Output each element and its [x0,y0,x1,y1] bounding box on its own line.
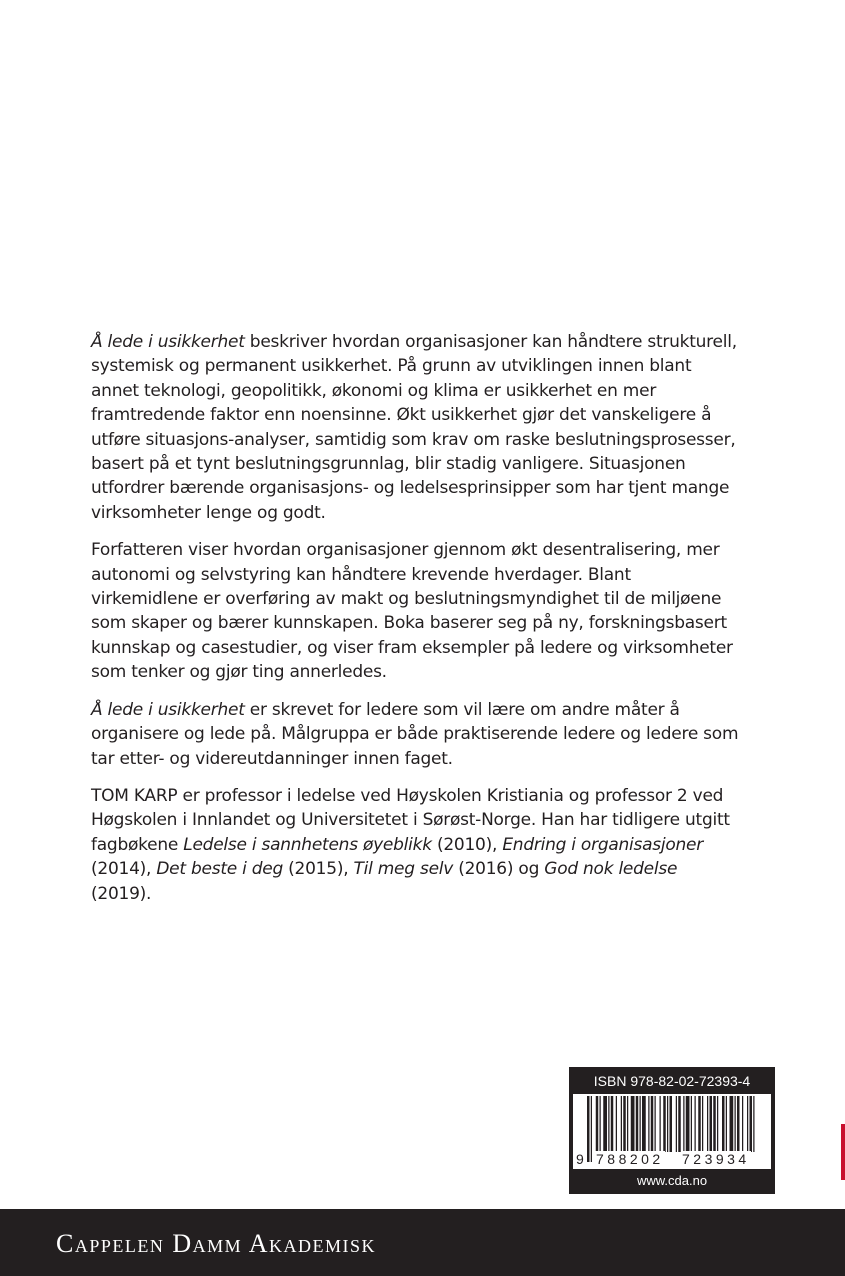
barcode-bar [691,1096,692,1152]
publisher-logo-text: Cappelen Damm Akademisk [56,1229,376,1258]
publisher-band [0,1209,845,1276]
barcode-bar [623,1096,626,1152]
back-cover-blurb [91,330,741,919]
book-title: Å lede i usikkerhet [91,699,245,720]
barcode-digits [573,1151,771,1169]
book-title: Å lede i usikkerhet [91,332,245,352]
barcode-bar [742,1096,743,1152]
barcode-bar [655,1096,656,1152]
previous-book-title: Det beste i deg [156,859,284,880]
barcode-panel [573,1094,771,1169]
isbn-barcode-block [569,1067,775,1194]
barcode-bar [616,1096,617,1152]
spine-accent-mark [841,1124,845,1180]
barcode-bar [663,1096,666,1152]
previous-book-title: Til meg selv [353,859,454,880]
barcode-bar [717,1096,718,1152]
barcode-bar [750,1096,753,1152]
barcode-digits-left: 788202 [596,1151,664,1167]
publication-year: (2014), [91,859,157,880]
barcode-bar [600,1096,601,1152]
paragraph-text: er skrevet for ledere som vil lære om andre måter å organisere og lede på. Målgruppa er både praktiserende ledere og ledere som tar etter- og videreutdanninger innen faget. [91,699,739,769]
barcode-bar [667,1096,668,1152]
barcode-bar [695,1096,696,1152]
barcode-bar [722,1096,725,1152]
barcode-bar [747,1096,748,1152]
barcode-bar [627,1096,628,1152]
barcode-bar [621,1096,622,1152]
barcode-bar [698,1096,701,1152]
blurb-paragraph-1 [91,330,741,525]
blurb-paragraph-3 [91,698,741,771]
barcode-bar [707,1096,708,1152]
barcode-bar [702,1096,703,1152]
barcode-bar [735,1096,736,1152]
publication-year: (2010), [431,834,503,855]
paragraph-text: beskriver hvordan organisasjoner kan håndtere strukturell, systemisk og permanent usikkerhet. På grunn av utviklingen innen blant annet teknologi, geopolitikk, økonomi og klima er usikkerhet en mer framtredende faktor enn noensinne. Økt usikkerhet gjør det vanskeligere å utføre situasjons-analyser, samtidig som krav om raske beslutningsprosesser, basert på et tynt beslutningsgrunnlag, blir stadig vanligere. Situasjonen utfordrer bærende organisasjons- og ledelsesprinsipper som har tjent mange virksomheter lenge og godt. [91,332,737,523]
previous-book-title: God nok ledelse [544,859,678,880]
barcode-digits-right: 723934 [682,1151,750,1167]
barcode-bar [660,1096,661,1152]
barcode-bar [670,1096,673,1152]
barcode-bar [753,1096,754,1152]
barcode-bar [726,1096,727,1152]
barcode-bar [683,1096,684,1152]
publication-year: (2019). [91,883,152,904]
publication-year: (2015), [283,859,354,880]
previous-book-title: Ledelse i sannhetens øyeblikk [183,834,432,855]
barcode-bar [730,1096,734,1152]
previous-book-title: Endring i organisasjoner [502,834,704,855]
barcode-bar [642,1096,646,1152]
barcode-bar [640,1096,641,1152]
author-bio-intro: TOM KARP er professor i ledelse ved Høyskolen Kristiania og professor 2 ved Høgskolen i Innlandet og Universitetet i Sørøst-Norge. Han har tidligere utgitt fagbøkene [91,785,730,855]
barcode-bar [631,1096,635,1152]
barcode-bar [596,1096,599,1152]
barcode-bar [611,1096,614,1152]
barcode-bar [676,1096,677,1152]
publisher-url: www.cda.no [636,1173,708,1188]
author-bio [91,784,741,906]
barcode-bar [636,1096,639,1152]
barcode-bar [608,1096,609,1152]
publication-year: (2016) og [453,859,545,880]
blurb-paragraph-2: Forfatteren viser hvordan organisasjoner gjennom økt desentralisering, mer autonomi og selvstyring kan håndtere krevende hverdager. Blant virkemidlene er overføring av makt og beslutningsmyndighet til de miljøene som skaper og bærer kunnskapen. Boka baserer seg på ny, forskningsbasert kunnskap og casestudier, og viser fram eksempler på ledere og virksomheter som tenker og gjør ting annerledes. [91,540,733,683]
barcode-bar [678,1096,681,1152]
barcode-bar [737,1096,740,1152]
barcode-digit-first: 9 [576,1151,584,1167]
isbn-label: ISBN 978-82-02-72393-4 [593,1073,751,1089]
barcode-bar [603,1096,607,1152]
barcode-bar [686,1096,690,1152]
